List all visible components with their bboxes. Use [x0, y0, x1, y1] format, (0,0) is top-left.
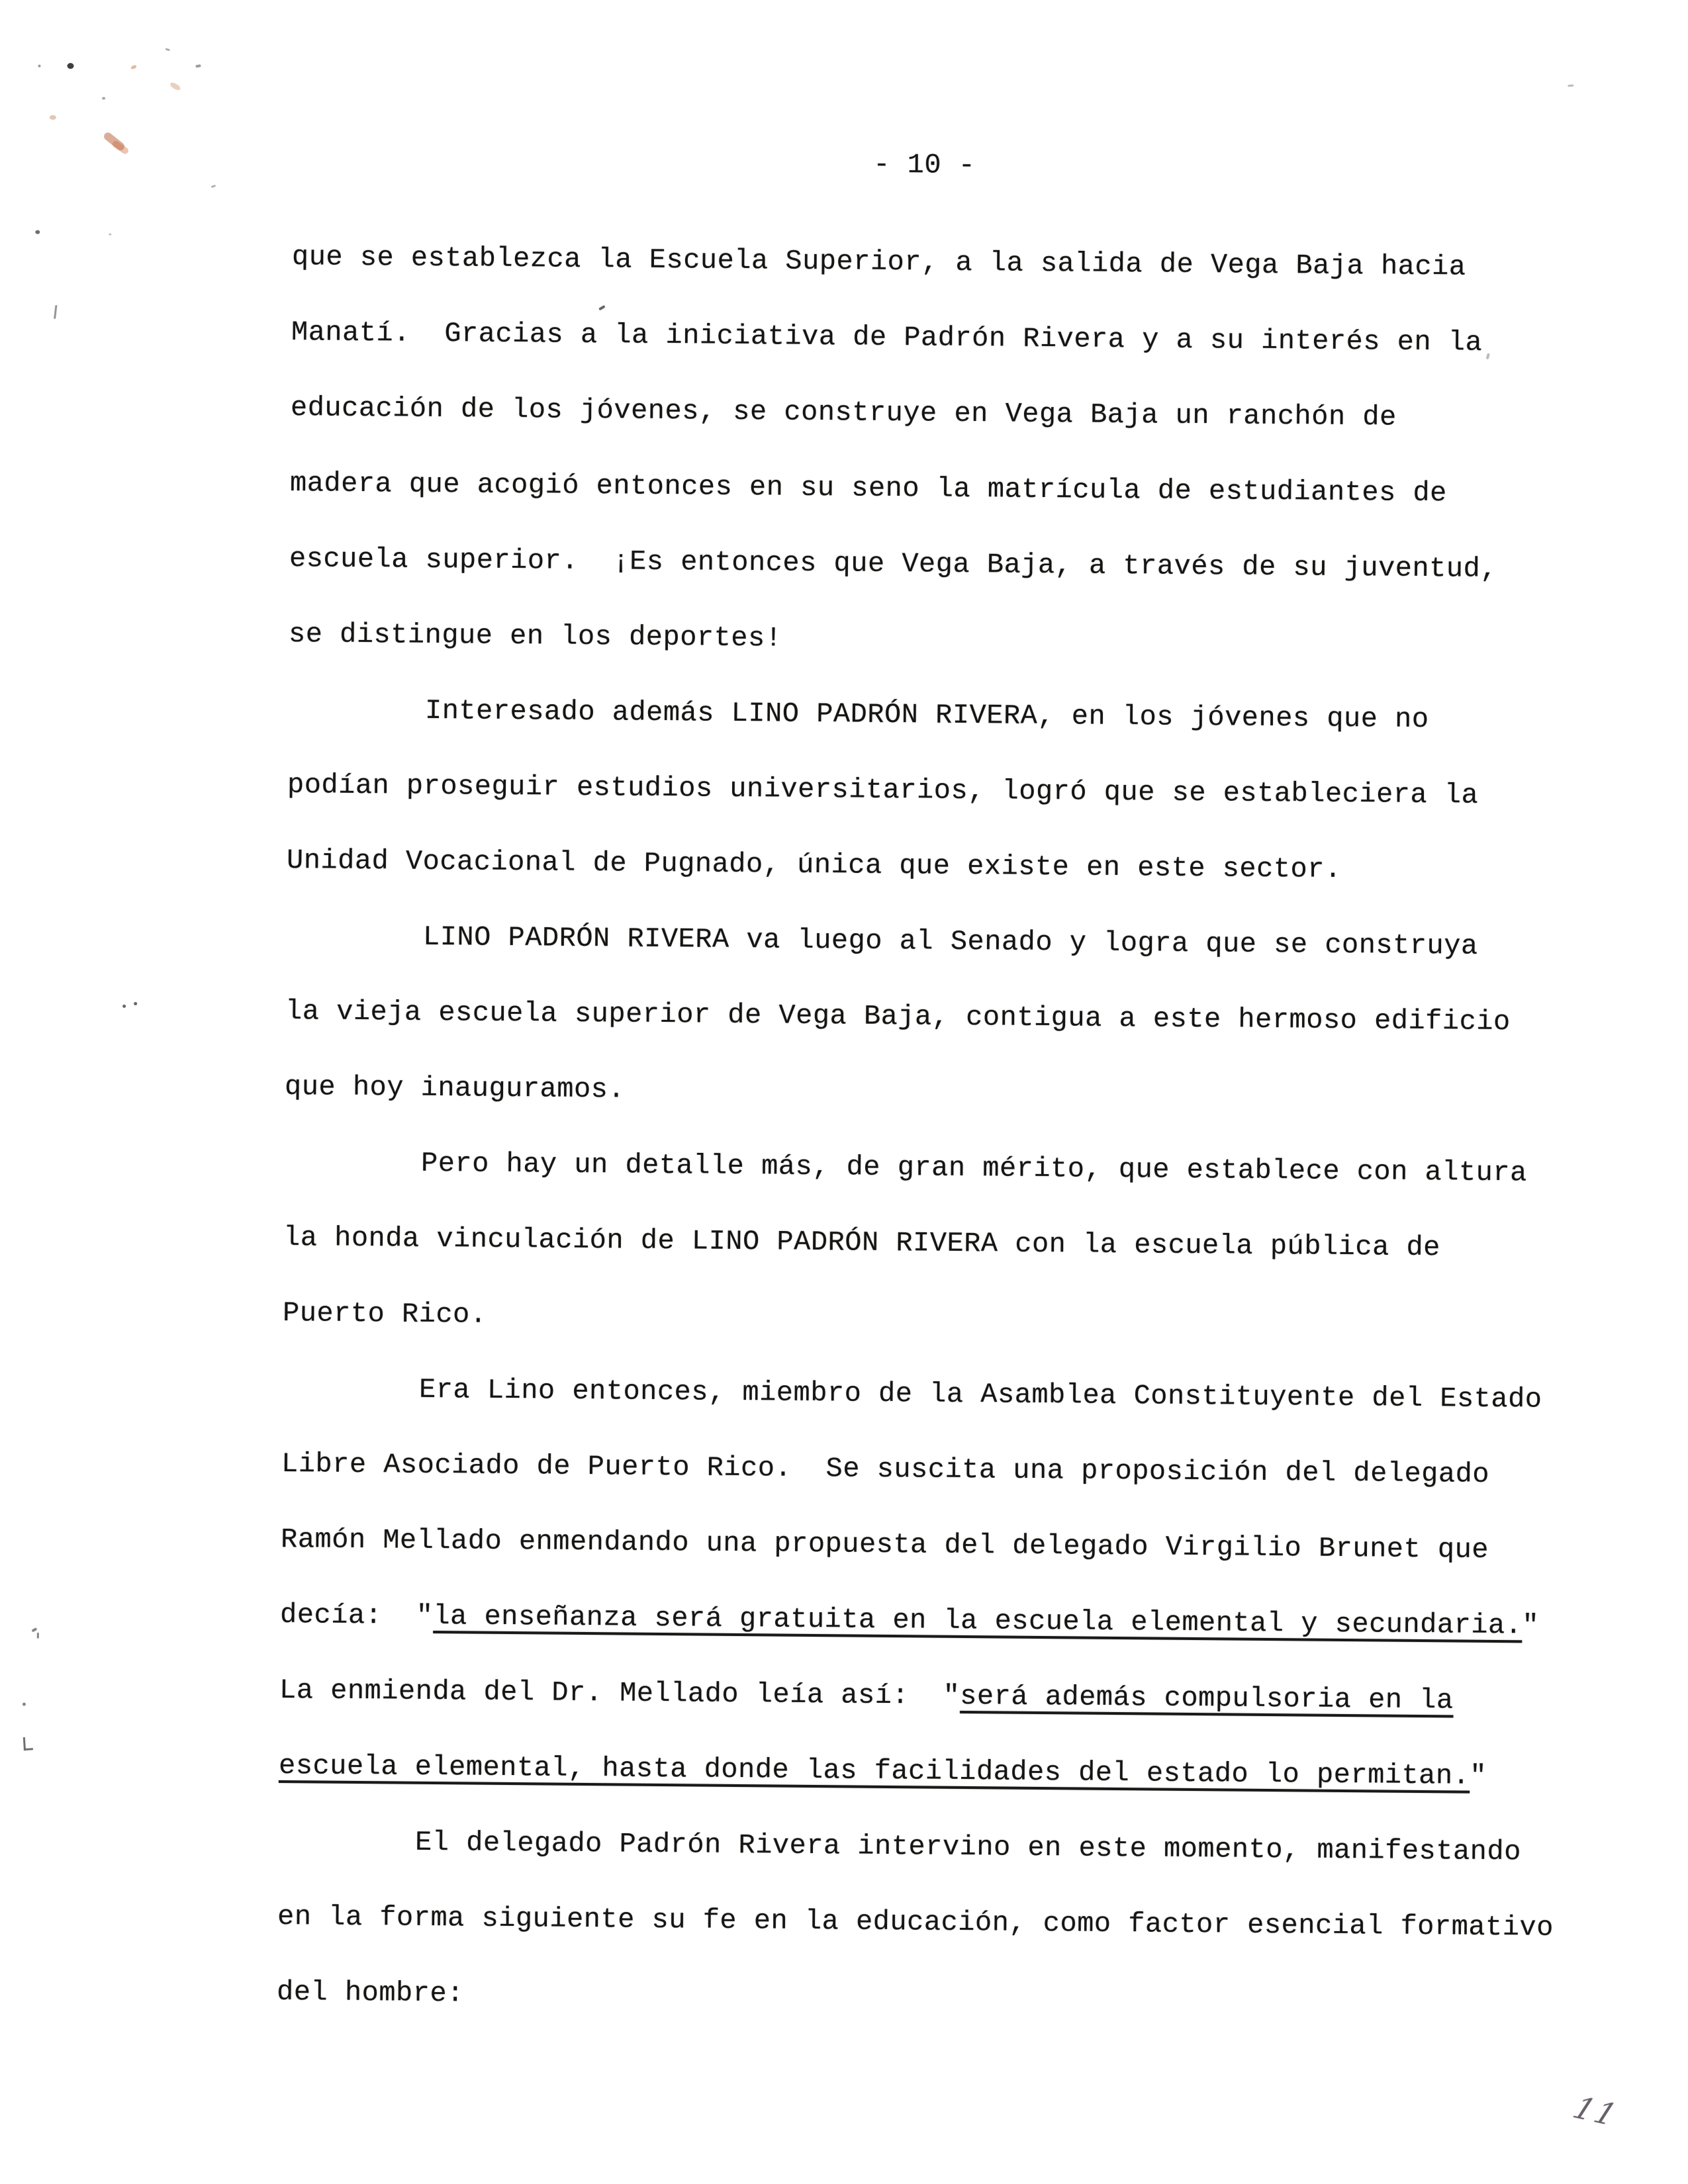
text-line [288, 672, 1613, 758]
text-segment: Pero hay un detalle más, de gran mérito, que establece con altura [420, 1147, 1527, 1189]
text-segment: Interesado además LINO PADRÓN RIVERA, en los jóvenes que no [424, 694, 1429, 736]
text-segment: La enmienda del Dr. Mellado leía así: " [279, 1674, 961, 1712]
text-segment: se distingue en los deportes! [288, 618, 782, 655]
text-segment: del hombre: [276, 1976, 465, 2010]
text-segment: la vieja escuela superior de Vega Baja, contigua a este hermoso edificio [285, 995, 1511, 1038]
text-line [284, 1124, 1609, 1211]
pencil-smudge [50, 115, 56, 120]
text-segment: en la forma siguiente su fe en la educación, como factor esencial formativo [277, 1900, 1554, 1944]
text-line [279, 1653, 1604, 1739]
ink-speck [67, 63, 73, 69]
text-line [279, 1728, 1603, 1815]
text-line [292, 219, 1617, 306]
text-segment: que se establezca la Escuela Superior, a la salida de Vega Baja hacia [291, 241, 1466, 283]
ink-speck [38, 65, 40, 68]
text-line [289, 521, 1614, 608]
text-line [291, 295, 1616, 381]
ink-speck [37, 1633, 39, 1639]
ink-speck [102, 97, 105, 100]
text-line [287, 823, 1611, 909]
handwritten-mark: 11 [1568, 2090, 1624, 2133]
ink-speck [195, 64, 201, 68]
text-segment: Puerto Rico. [282, 1297, 487, 1331]
text-segment: educación de los jóvenes, se construye en Vega Baja un ranchón de [290, 392, 1397, 433]
ink-speck [23, 1737, 33, 1751]
ink-speck [211, 185, 216, 188]
ink-speck [122, 1005, 126, 1008]
text-segment: " [1470, 1760, 1487, 1792]
ink-speck [23, 1703, 26, 1706]
text-line [283, 1200, 1608, 1287]
text-segment: Libre Asociado de Puerto Rico. Se suscita una proposición del delegado [281, 1447, 1490, 1490]
text-segment: Era Lino entonces, miembro de la Asamblea Constituyente del Estado [418, 1373, 1542, 1416]
text-segment: la honda vinculación de LINO PADRÓN RIVERA con la escuela pública de [283, 1221, 1441, 1264]
page-number: - 10 - [873, 148, 976, 182]
ink-speck [31, 1627, 37, 1632]
text-segment: LINO PADRÓN RIVERA va luego al Senado y logra que se construya [422, 921, 1478, 962]
text-line [286, 898, 1611, 985]
text-segment: decía: " [279, 1598, 434, 1632]
text-line [281, 1502, 1605, 1588]
text-line [282, 1351, 1607, 1437]
pencil-smudge [169, 81, 181, 92]
text-segment: que hoy inauguramos. [284, 1071, 626, 1106]
text-segment: madera que acogió entonces en su seno la matrícula de estudiantes de [289, 467, 1448, 510]
text-line [287, 747, 1612, 834]
text-segment: podían proseguir estudios universitarios, logró que se estableciera la [287, 769, 1479, 811]
text-line [277, 1879, 1602, 1966]
text-line [281, 1426, 1606, 1513]
text-line [283, 1275, 1607, 1362]
text-line [285, 974, 1610, 1060]
text-line [285, 1049, 1609, 1136]
text-segment: El delegado Padrón Rivera intervino en este momento, manifestando [414, 1826, 1522, 1868]
text-line [290, 445, 1615, 532]
underlined-text: será además compulsoria en la [960, 1680, 1454, 1717]
text-line [278, 1803, 1603, 1890]
ink-speck [1568, 85, 1573, 87]
pencil-smudge [130, 64, 137, 69]
text-segment: Ramón Mellado enmendando una propuesta del delegado Virgilio Brunet que [280, 1523, 1489, 1566]
text-line [291, 370, 1615, 457]
underlined-text: la enseñanza será gratuita en la escuela elemental y secundaria. [433, 1600, 1523, 1642]
ink-speck [134, 1002, 137, 1005]
text-line [280, 1577, 1605, 1664]
document-body [277, 219, 1617, 2041]
text-segment: " [1522, 1610, 1540, 1642]
text-segment: Unidad Vocacional de Pugnado, única que existe en este sector. [286, 844, 1342, 886]
text-line [277, 1954, 1601, 2041]
text-segment: escuela superior. ¡Es entonces que Vega Baja, a través de su juventud, [289, 543, 1498, 585]
ink-speck [109, 234, 111, 236]
ink-speck [54, 305, 57, 319]
text-line [289, 596, 1613, 683]
ink-speck [165, 48, 170, 52]
underlined-text: escuela elemental, hasta donde las facilidades del estado lo permitan. [278, 1749, 1470, 1792]
ink-speck [35, 230, 40, 234]
text-segment: Manatí. Gracias a la iniciativa de Padrón Rivera y a su interés en la [291, 316, 1483, 359]
